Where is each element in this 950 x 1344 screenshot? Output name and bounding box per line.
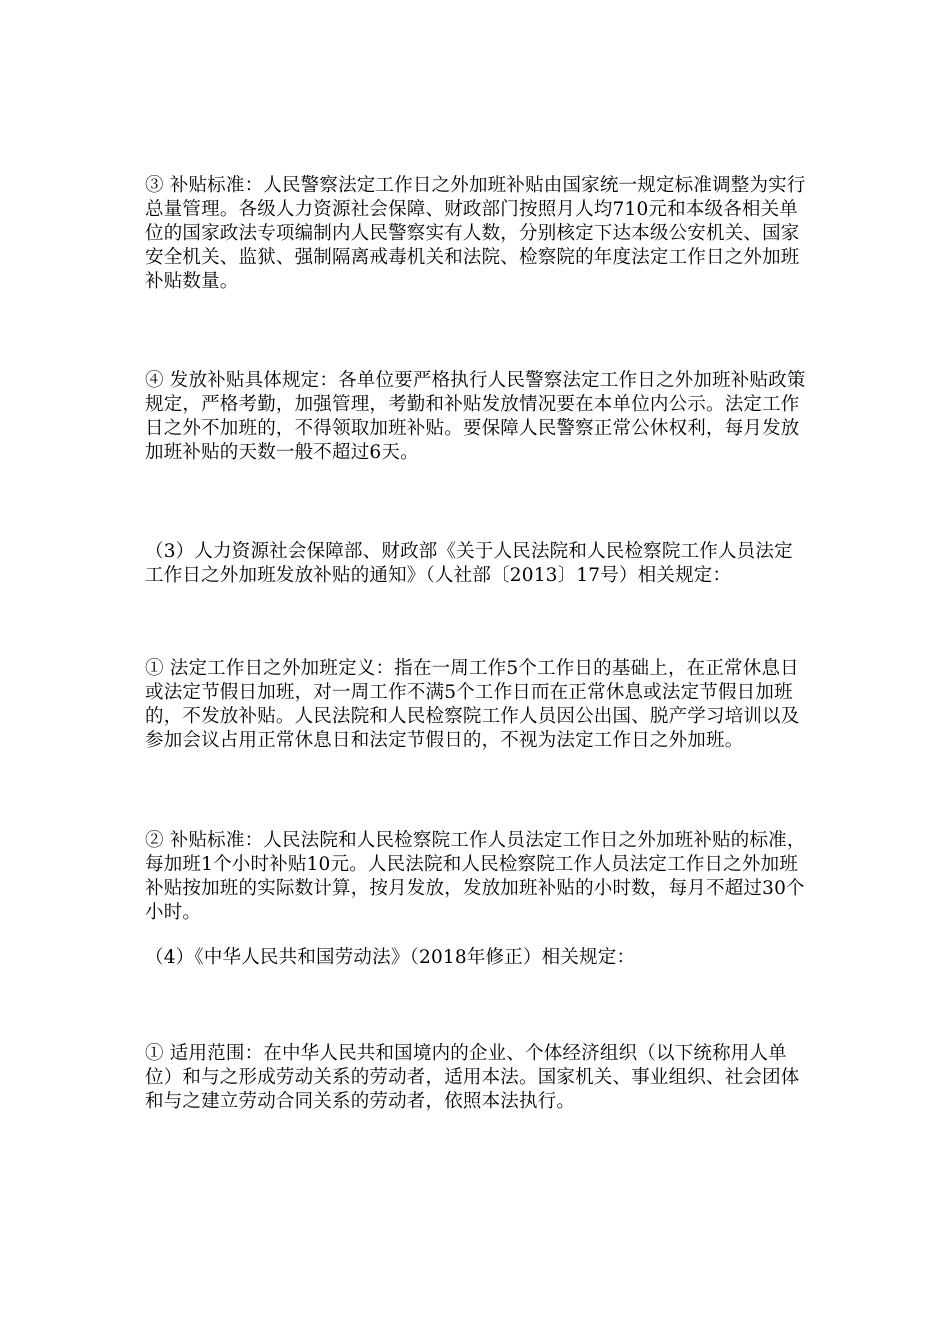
paragraph-section-4-heading: （4）《中华人民共和国劳动法》（2018年修正）相关规定： <box>145 947 636 968</box>
paragraph-section-3-heading: （3）人力资源社会保障部、财政部《关于人民法院和人民检察院工作人员法定工作日之外加班发放补贴的通知》（人社部〔2013〕17号）相关规定： <box>145 541 793 586</box>
paragraph-subsidy-standard-police: ③ 补贴标准：人民警察法定工作日之外加班补贴由国家统一规定标准调整为实行总量管理。各级人力资源社会保障、财政部门按照月人均710元和本级各相关单位的国家政法专项编制内人民警察实有人数，分别核定下达本级公安机关、国家安全机关、监狱、强制隔离戒毒机关和法院、检察院的年度法定工作日之外加班补贴数量。 <box>145 175 806 292</box>
paragraph-subsidy-standard-courts: ② 补贴标准：人民法院和人民检察院工作人员法定工作日之外加班补贴的标准，每加班1个小时补贴10元。人民法院和人民检察院工作人员法定工作日之外加班补贴按加班的实际数计算，按月发放，发放加班补贴的小时数，每月不超过30个小时。 <box>145 830 806 923</box>
paragraph-scope-of-application: ① 适用范围：在中华人民共和国境内的企业、个体经济组织（以下统称用人单位）和与之形成劳动关系的劳动者，适用本法。国家机关、事业组织、社会团体和与之建立劳动合同关系的劳动者，依照本法执行。 <box>145 1043 800 1112</box>
paragraph-subsidy-payment-rules: ④ 发放补贴具体规定：各单位要严格执行人民警察法定工作日之外加班补贴政策规定，严格考勤，加强管理，考勤和补贴发放情况要在本单位内公示。法定工作日之外不加班的，不得领取加班补贴。要保障人民警察正常公休权利，每月发放加班补贴的天数一般不超过6天。 <box>145 370 806 463</box>
paragraph-overtime-definition: ① 法定工作日之外加班定义：指在一周工作5个工作日的基础上，在正常休息日或法定节假日加班，对一周工作不满5个工作日而在正常休息或法定节假日加班的，不发放补贴。人民法院和人民检察院工作人员因公出国、脱产学习培训以及参加会议占用正常休息日和法定节假日的，不视为法定工作日之外加班。 <box>145 658 800 751</box>
